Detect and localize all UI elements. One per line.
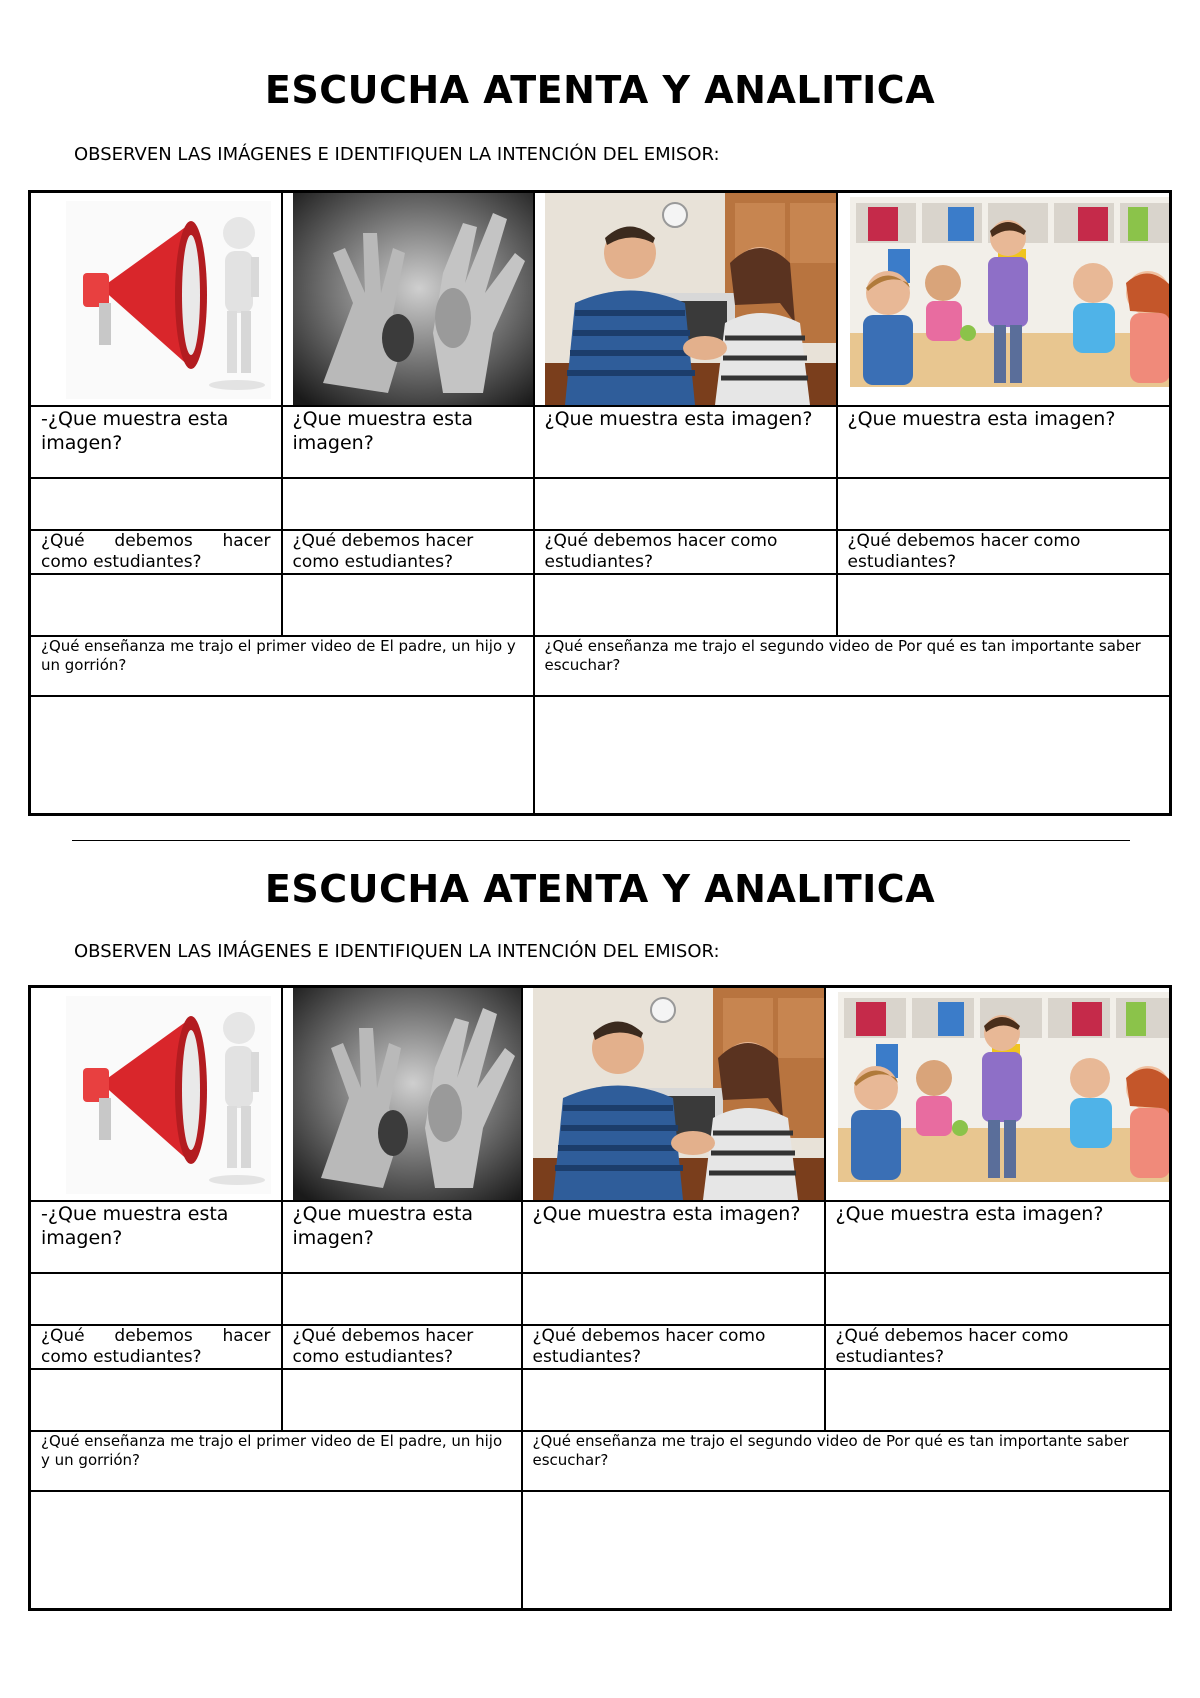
answer-box[interactable]: [825, 1369, 1171, 1431]
question-word: debemos: [114, 531, 193, 551]
answer-box[interactable]: [534, 696, 1171, 815]
question-video-2: ¿Qué enseñanza me trajo el segundo video de Por qué es tan importante saber escuchar?: [522, 1431, 1171, 1491]
answer-box[interactable]: [522, 1369, 825, 1431]
answer-box[interactable]: [30, 1369, 282, 1431]
worksheet-table-bottom: [28, 985, 1169, 1611]
question-what-shows: ¿Que muestra esta imagen?: [522, 1201, 825, 1273]
question-what-do: ¿Qué debemos hacer como estudiantes?: [534, 530, 837, 574]
megaphone-figure-image: [30, 192, 282, 407]
answer-box[interactable]: [282, 574, 534, 636]
question-what-do: [30, 530, 282, 574]
answer-box[interactable]: [30, 696, 534, 815]
answer-box[interactable]: [837, 478, 1171, 530]
question-what-shows: -¿Que muestra esta imagen?: [30, 1201, 282, 1273]
hands-ear-mouth-image: [282, 192, 534, 407]
answer-box[interactable]: [282, 1369, 522, 1431]
question-line: ¿Qué debemos hacer: [292, 531, 474, 551]
question-what-do: ¿Qué debemos hacer como estudiantes?: [837, 530, 1171, 574]
question-line: como estudiantes?: [41, 1347, 202, 1367]
answer-box[interactable]: [30, 478, 282, 530]
couple-talking-image: [522, 987, 825, 1202]
answer-box[interactable]: [534, 478, 837, 530]
megaphone-figure-image: [30, 987, 282, 1202]
answer-box[interactable]: [30, 574, 282, 636]
question-line: como estudiantes?: [292, 552, 454, 572]
question-what-shows: ¿Que muestra esta imagen?: [837, 406, 1171, 478]
question-what-shows: ¿Que muestra esta imagen?: [282, 406, 534, 478]
question-what-do: [282, 1325, 522, 1369]
answer-box[interactable]: [522, 1273, 825, 1325]
answer-box[interactable]: [522, 1491, 1171, 1610]
worksheet-title: ESCUCHA ATENTA Y ANALITICA: [264, 867, 936, 911]
answer-box[interactable]: [30, 1273, 282, 1325]
worksheet-instruction: OBSERVEN LAS IMÁGENES E IDENTIFIQUEN LA INTENCIÓN DEL EMISOR:: [74, 941, 720, 962]
question-what-do: [30, 1325, 282, 1369]
question-word: ¿Qué: [41, 531, 85, 551]
question-what-shows: ¿Que muestra esta imagen?: [534, 406, 837, 478]
question-what-do: [282, 530, 534, 574]
question-what-shows: ¿Que muestra esta imagen?: [282, 1201, 522, 1273]
couple-talking-image: [534, 192, 837, 407]
question-word: debemos: [114, 1326, 193, 1346]
question-word: hacer: [222, 1326, 271, 1346]
children-classroom-image: [837, 192, 1171, 407]
question-word: hacer: [222, 531, 271, 551]
question-video-2: ¿Qué enseñanza me trajo el segundo video de Por qué es tan importante saber escuchar?: [534, 636, 1171, 696]
answer-box[interactable]: [282, 1273, 522, 1325]
question-word: ¿Qué: [41, 1326, 85, 1346]
answer-box[interactable]: [534, 574, 837, 636]
children-classroom-image: [825, 987, 1171, 1202]
answer-box[interactable]: [825, 1273, 1171, 1325]
hands-ear-mouth-image: [282, 987, 522, 1202]
question-what-do: ¿Qué debemos hacer como estudiantes?: [825, 1325, 1171, 1369]
question-line: ¿Qué debemos hacer: [292, 1326, 474, 1346]
worksheet-instruction: OBSERVEN LAS IMÁGENES E IDENTIFIQUEN LA INTENCIÓN DEL EMISOR:: [74, 144, 720, 165]
question-line: como estudiantes?: [292, 1347, 454, 1367]
question-what-do: ¿Qué debemos hacer como estudiantes?: [522, 1325, 825, 1369]
question-what-shows: -¿Que muestra esta imagen?: [30, 406, 282, 478]
question-video-1: ¿Qué enseñanza me trajo el primer video de El padre, un hijo y un gorrión?: [30, 1431, 522, 1491]
question-line: como estudiantes?: [41, 552, 202, 572]
answer-box[interactable]: [837, 574, 1171, 636]
question-video-1: ¿Qué enseñanza me trajo el primer video de El padre, un hijo y un gorrión?: [30, 636, 534, 696]
worksheet-table-top: [28, 190, 1169, 816]
answer-box[interactable]: [282, 478, 534, 530]
question-what-shows: ¿Que muestra esta imagen?: [825, 1201, 1171, 1273]
cut-line: [72, 840, 1130, 841]
worksheet-title: ESCUCHA ATENTA Y ANALITICA: [264, 68, 936, 112]
answer-box[interactable]: [30, 1491, 522, 1610]
